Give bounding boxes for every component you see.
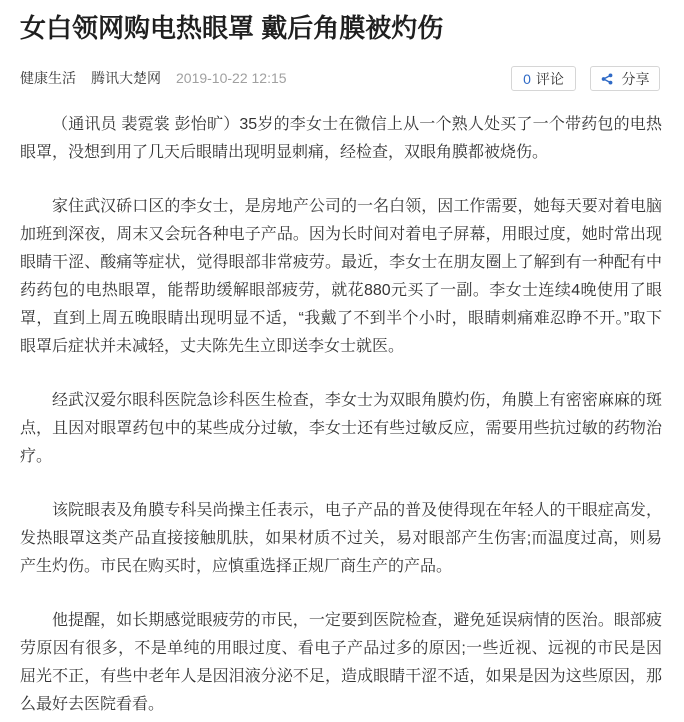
article-meta [20, 68, 287, 88]
article-paragraph: （通讯员 裴霓裳 彭怡旷）35岁的李女士在微信上从一个熟人处买了一个带药包的电热眼罩，没想到用了几天后眼睛出现明显刺痛，经检查，双眼角膜都被烧伤。 [20, 116, 662, 161]
publish-datetime: 2019-10-22 12:15 [176, 70, 287, 86]
article-paragraph: 该院眼表及角膜专科吴尚操主任表示，电子产品的普及使得现在年轻人的干眼症高发，发热眼罩这类产品直接接触肌肤，如果材质不过关，易对眼部产生伤害;而温度过高，则易产生灼伤。市民在购买时，应慎重选择正规厂商生产的产品。 [20, 502, 662, 575]
article-paragraph: 他提醒，如长期感觉眼疲劳的市民，一定要到医院检查，避免延误病情的医治。眼部疲劳原因有很多，不是单纯的用眼过度、看电子产品过多的原因;一些近视、远视的市民是因屈光不正，有些中老年人是因泪液分泌不足，造成眼睛干涩不适，如果是因为这些原因，那么最好去医院看看。 [20, 612, 662, 713]
share-button[interactable] [590, 66, 660, 91]
share-icon [601, 73, 613, 85]
comment-button[interactable] [511, 66, 576, 91]
article-title: 女白领网购电热眼罩 戴后角膜被灼伤 [20, 13, 444, 43]
category-link[interactable]: 健康生活 [20, 70, 76, 86]
share-label: 分享 [621, 70, 650, 87]
comment-count: 0 [523, 70, 531, 87]
comment-label: 评论 [535, 70, 564, 87]
article-paragraph: 经武汉爱尔眼科医院急诊科医生检查，李女士为双眼角膜灼伤，角膜上有密密麻麻的斑点，且因对眼罩药包中的某些成分过敏，李女士还有些过敏反应，需要用些抗过敏的药物治疗。 [20, 392, 662, 465]
source-link[interactable]: 腾讯大楚网 [91, 70, 161, 86]
article-body [20, 111, 662, 719]
article-paragraph: 家住武汉硚口区的李女士，是房地产公司的一名白领，因工作需要，她每天要对着电脑加班到深夜，周末又会玩各种电子产品。因为长时间对着电子屏幕，用眼过度，她时常出现眼睛干涩、酸痛等症状，觉得眼部非常疲劳。最近，李女士在朋友圈上了解到有一种配有中药药包的电热眼罩，能帮助缓解眼部疲劳，就花880元买了一副。李女士连续4晚使用了眼罩，直到上周五晚眼睛出现明显不适，“我戴了不到半个小时，眼睛刺痛难忍睁不开。”取下眼罩后症状并未减轻，丈夫陈先生立即送李女士就医。 [20, 198, 662, 355]
